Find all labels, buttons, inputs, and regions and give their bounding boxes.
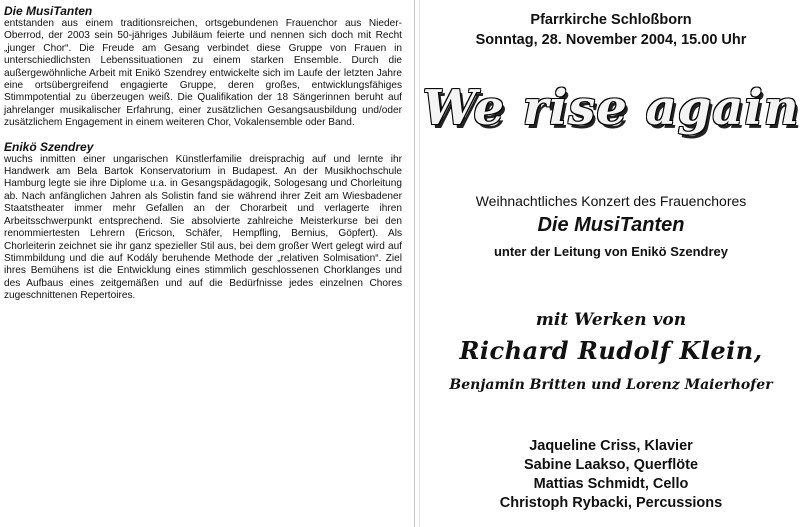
concert-subtitle: Weihnachtliches Konzert des Frauenchores	[475, 193, 747, 209]
section-heading-conductor: Enikö Szendrey	[4, 139, 94, 154]
performer-item: Sabine Laakso, Querflöte	[523, 457, 699, 473]
composers-other: Benjamin Britten und Lorenz Maierhofer	[449, 377, 773, 393]
page-fold-divider	[414, 0, 415, 527]
section-text-conductor: wuchs inmitten einer ungarischen Künstlerfamilie dreisprachig auf und lernte ihr Handwerk am Bela Bartok Konservatorium in Budapest. An der Musikhochschule Hamburg legte sie ihre Diplome u.a. in Gesangspädagogik, Sologesang und Chorleitung ab. Nach anfänglichen Jahren als Solistin fand sie während ihrer Zeit am Wiesbadener Staatstheater immer mehr Gefallen an der Chorarbeit und verlagerte ihren Arbeitsschwerpunkt entsprechend. Sie absolvierte zahlreiche Meisterkurse bei den renommiertesten Lehrern (Ericson, Schäfer, Hempfling, Bernius, Göpfert). Als Chorleiterin zeichnet sie ihr ganz spezieller Stil aus, bei dem großer Wert gelegt wird auf Stimmbildung und die auf Kodály beruhende Methode der „relativen Solmisation“. Ziel ihres Bemühens ist die Entwicklung eines stimmlich geschlossenen Chorklanges und des Aufbaus eines zeitgemäßen und auf die Bedürfnisse jedes einzelnen Chores zugeschnittenen Repertoires.	[4, 153, 402, 302]
performer-item: Jaqueline Criss, Klavier	[529, 438, 693, 454]
conductor-line: unter der Leitung von Enikö Szendrey	[493, 244, 729, 259]
concert-date: Sonntag, 28. November 2004, 15.00 Uhr	[475, 32, 747, 48]
performer-item: Mattias Schmidt, Cello	[533, 476, 689, 492]
performers-list	[422, 437, 800, 513]
works-intro: mit Werken von	[535, 310, 687, 330]
left-column	[4, 4, 402, 303]
concert-location: Pfarrkirche Schloßborn	[530, 12, 692, 28]
section-text-choir: entstanden aus einem traditionsreichen, ortsgebundenen Frauenchor aus Nieder-Oberrod, der 2003 sein 50-jähriges Jubiläum feierte und nennen sich doch mit Recht „junger Chor“. Die Freude am Gesang verbindet diese Gruppe von Frauen in unterschiedlichsten Lebenssituationen zu einem starken Ensemble. Durch die außergewöhnliche Arbeit mit Enikö Szendrey entwickelte sich im Laufe der letzten Jahre eine ortsübergreifend engagierte Gruppe, deren großes, entwicklungsfähiges Stimmpotential zu überzeugen weiß. Die Qualifikation der 18 Sängerinnen beruht auf jahrelanger musikalischer Erfahrung, einer zusätzlichen Gesangsausbildung und/oder zusätzlichem Engagement in einem weiteren Chor, Vokalensemble oder Band.	[4, 18, 402, 129]
performer-item: Christoph Rybacki, Percussions	[499, 495, 723, 511]
composer-main: Richard Rudolf Klein,	[459, 336, 763, 365]
section-heading-choir: Die MusiTanten	[4, 4, 93, 18]
page-fold-shadow	[419, 0, 420, 527]
concert-headline: We rise again	[422, 80, 800, 136]
choir-name: Die MusiTanten	[537, 214, 685, 236]
